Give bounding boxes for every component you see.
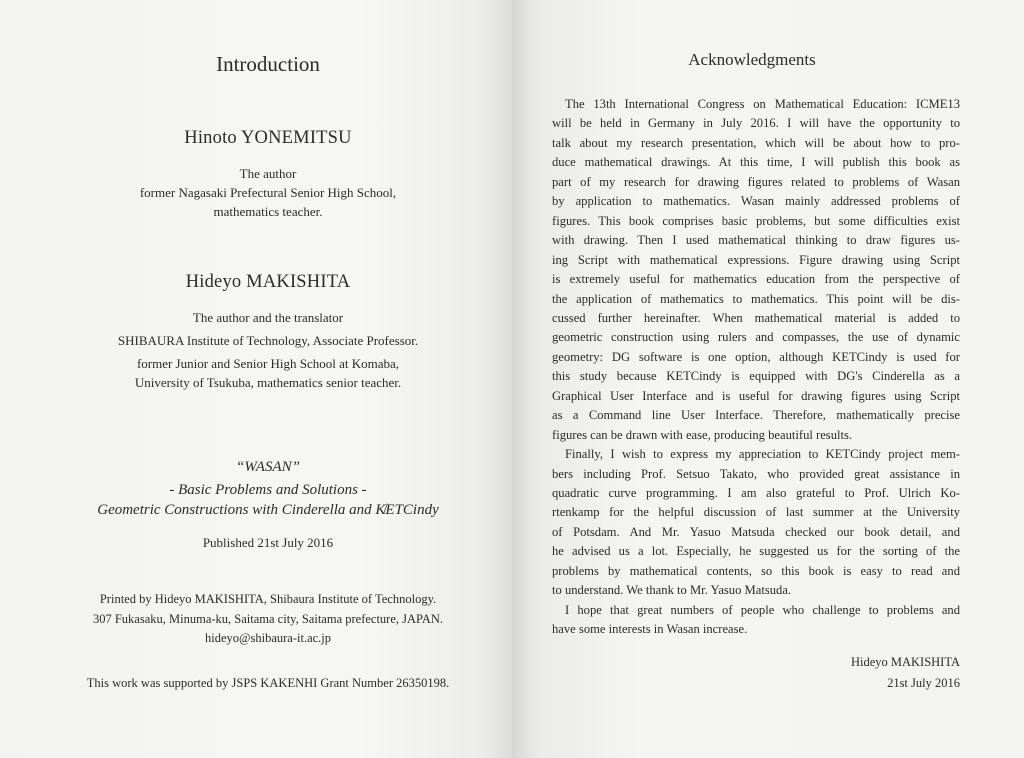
acknowledgments-line: quadratic curve programming. I am also grateful to Prof. Ulrich Ko- xyxy=(552,486,960,500)
acknowledgments-line: as a Command line User Interface. Therefore, mathematically precise xyxy=(552,408,960,423)
acknowledgments-line: geometric construction using rulers and compasses, the use of dynamic xyxy=(552,330,960,345)
acknowledgments-line: Finally, I wish to express my appreciation to KETCindy project mem- xyxy=(565,447,960,462)
acknowledgments-line: have some interests in Wasan increase. xyxy=(552,622,748,637)
acknowledgments-line: bers including Prof. Setsuo Takato, who provided great assistance in xyxy=(552,466,960,481)
acknowledgments-line: to understand. We thank to Mr. Yasuo Matsuda. xyxy=(552,583,792,598)
introduction-title: Introduction xyxy=(216,52,320,76)
acknowledgments-line: talk about my research presentation, which will be about how to pro- xyxy=(552,135,960,150)
author2-line-4: University of Tsukuba, mathematics senior teacher. xyxy=(134,375,402,390)
acknowledgments-line: this study because KETCindy is equipped with DG's Cinderella as a xyxy=(552,369,960,384)
acknowledgments-line: he advised us a lot. Especially, he suggested us for the sorting of the xyxy=(552,544,960,559)
acknowledgments-line: cussed further hereinafter. When mathematical material is added to xyxy=(552,310,960,325)
book-title: “WASAN” xyxy=(236,459,300,475)
author1-line-1: The author xyxy=(239,166,297,181)
grant-line: This work was supported by JSPS KAKENHI Grant Number 26350198. xyxy=(86,676,450,690)
acknowledgments-line: geometry: DG software is one option, although KETCindy is used for xyxy=(552,349,960,364)
author2-line-3: former Junior and Senior High School at Komaba, xyxy=(136,356,400,371)
author2-name: Hideyo MAKISHITA xyxy=(185,272,351,292)
acknowledgments-line: rtenkamp for the helpful discussion of last summer at the University xyxy=(552,505,960,520)
acknowledgments-line: is extremely useful for mathematics education from the perspective of xyxy=(552,272,960,287)
acknowledgments-line: will be held in Germany in July 2016. I will have the opportunity to xyxy=(552,116,960,131)
acknowledgments-line: part of my research for drawing figures related to problems of Wasan xyxy=(552,174,960,189)
author1-name: Hinoto YONEMITSU xyxy=(184,128,352,148)
author1-line-3: mathematics teacher. xyxy=(213,204,323,219)
book-subtitle: - Basic Problems and Solutions - xyxy=(169,482,367,498)
book-subtitle-2: Geometric Constructions with Cinderella and K̸ETCindy xyxy=(97,502,439,518)
printed-line-2: 307 Fukasaku, Minuma-ku, Saitama city, Saitama prefecture, JAPAN. xyxy=(92,612,444,626)
printed-email: hideyo@shibaura-it.ac.jp xyxy=(204,631,332,645)
author2-line-2: SHIBAURA Institute of Technology, Associate Professor. xyxy=(117,333,419,348)
signature-name: Hideyo MAKISHITA xyxy=(850,655,960,669)
acknowledgments-line: of Potsdam. And Mr. Yasuo Matsuda checked our book detail, and xyxy=(552,524,960,539)
author1-line-2: former Nagasaki Prefectural Senior High School, xyxy=(139,185,397,200)
acknowledgments-line: problems by mathematical contents, so this book is easy to read and xyxy=(552,563,960,578)
acknowledgments-line: the application of mathematics to mathematics. This point will be dis- xyxy=(552,291,960,306)
printed-line-1: Printed by Hideyo MAKISHITA, Shibaura Institute of Technology. xyxy=(99,592,437,606)
acknowledgments-title: Acknowledgments xyxy=(688,50,816,69)
acknowledgments-line: with drawing. Then I used mathematical thinking to draw figures us- xyxy=(552,233,960,248)
acknowledgments-line: I hope that great numbers of people who challenge to problems and xyxy=(565,602,960,617)
published-date: Published 21st July 2016 xyxy=(202,535,334,550)
acknowledgments-line: ing Script with mathematical expressions. Figure drawing using Script xyxy=(552,252,960,267)
acknowledgments-line: figures can be drawn with ease, producing beautiful results. xyxy=(552,427,853,442)
acknowledgments-line: figures. This book comprises basic problems, but some difficulties exist xyxy=(552,213,960,228)
signature-date: 21st July 2016 xyxy=(887,676,960,690)
author2-line-1: The author and the translator xyxy=(192,310,344,325)
acknowledgments-line: Graphical User Interface and is useful for drawing figures using Script xyxy=(552,388,960,403)
acknowledgments-line: The 13th International Congress on Mathematical Education: ICME13 xyxy=(565,97,960,111)
acknowledgments-line: duce mathematical drawings. At this time, I will publish this book as xyxy=(552,155,960,170)
acknowledgments-line: by application to mathematics. Wasan mainly addressed problems of xyxy=(552,194,960,209)
